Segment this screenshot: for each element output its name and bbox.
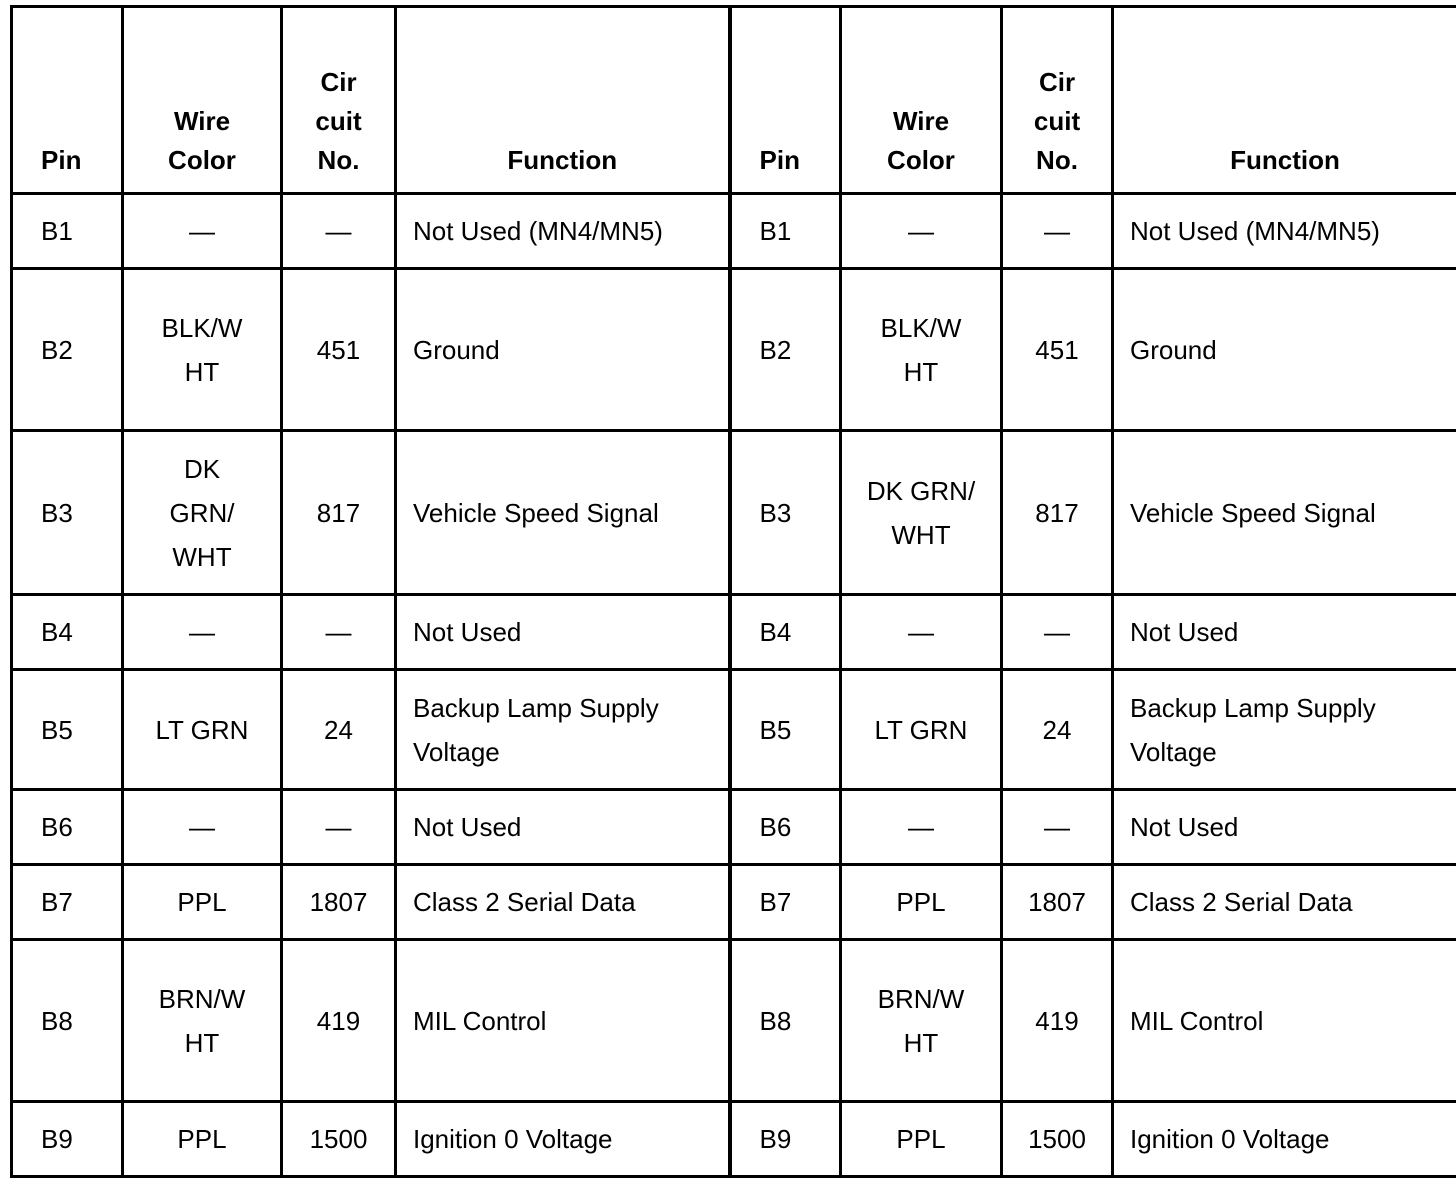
wire-color-cell-left: PPL [123, 865, 282, 940]
pin-cell-left: B3 [12, 431, 123, 595]
circuit-no-cell-left: 1807 [282, 865, 396, 940]
wire-color-cell-right: PPL [841, 865, 1002, 940]
wire-color-cell-right: BLK/W HT [841, 269, 1002, 431]
header-circuit-no-right: Cir cuit No. [1002, 7, 1113, 194]
pin-cell-left: B6 [12, 790, 123, 865]
circuit-no-cell-left: 419 [282, 940, 396, 1102]
pin-cell-left: B5 [12, 670, 123, 790]
wire-color-cell-right: PPL [841, 1102, 1002, 1177]
wire-color-cell-left: BLK/W HT [123, 269, 282, 431]
table-row [12, 865, 1456, 940]
function-cell-left: Ignition 0 Voltage [396, 1102, 730, 1177]
pin-cell-left: B2 [12, 269, 123, 431]
circuit-no-cell-right: 1500 [1002, 1102, 1113, 1177]
wire-color-cell-left: DK GRN/ WHT [123, 431, 282, 595]
circuit-no-cell-right: 419 [1002, 940, 1113, 1102]
circuit-no-cell-right: 817 [1002, 431, 1113, 595]
wire-color-cell-right: — [841, 595, 1002, 670]
pin-cell-right: B1 [730, 194, 841, 269]
pin-cell-right: B2 [730, 269, 841, 431]
header-pin-right: Pin [730, 7, 841, 194]
wire-color-cell-left: — [123, 194, 282, 269]
circuit-no-cell-right: 1807 [1002, 865, 1113, 940]
function-cell-left: Not Used [396, 595, 730, 670]
function-cell-right: Vehicle Speed Signal [1113, 431, 1456, 595]
function-cell-left: MIL Control [396, 940, 730, 1102]
header-function-right: Function [1113, 7, 1456, 194]
circuit-no-cell-right: — [1002, 790, 1113, 865]
header-wire-color-left: Wire Color [123, 7, 282, 194]
wire-color-cell-right: DK GRN/ WHT [841, 431, 1002, 595]
pin-cell-right: B6 [730, 790, 841, 865]
wire-color-cell-right: — [841, 194, 1002, 269]
function-cell-left: Vehicle Speed Signal [396, 431, 730, 595]
header-wire-color-right: Wire Color [841, 7, 1002, 194]
function-cell-right: Ground [1113, 269, 1456, 431]
pin-cell-right: B4 [730, 595, 841, 670]
header-circuit-no-left: Cir cuit No. [282, 7, 396, 194]
pin-cell-left: B1 [12, 194, 123, 269]
function-cell-left: Ground [396, 269, 730, 431]
wire-color-cell-left: — [123, 790, 282, 865]
pin-cell-right: B7 [730, 865, 841, 940]
wire-color-cell-right: — [841, 790, 1002, 865]
circuit-no-cell-left: 1500 [282, 1102, 396, 1177]
function-cell-right: Ignition 0 Voltage [1113, 1102, 1456, 1177]
header-function-left: Function [396, 7, 730, 194]
table-row [12, 940, 1456, 1102]
pin-cell-left: B4 [12, 595, 123, 670]
table-row [12, 269, 1456, 431]
header-pin-left: Pin [12, 7, 123, 194]
function-cell-right: Not Used (MN4/MN5) [1113, 194, 1456, 269]
pin-cell-left: B9 [12, 1102, 123, 1177]
table-row [12, 670, 1456, 790]
function-cell-right: Class 2 Serial Data [1113, 865, 1456, 940]
wire-color-cell-left: LT GRN [123, 670, 282, 790]
pin-cell-right: B9 [730, 1102, 841, 1177]
function-cell-right: Backup Lamp Supply Voltage [1113, 670, 1456, 790]
circuit-no-cell-right: — [1002, 194, 1113, 269]
table-row [12, 1102, 1456, 1177]
pin-cell-left: B8 [12, 940, 123, 1102]
wire-color-cell-left: BRN/W HT [123, 940, 282, 1102]
wire-color-cell-right: LT GRN [841, 670, 1002, 790]
wire-color-cell-left: PPL [123, 1102, 282, 1177]
function-cell-left: Not Used [396, 790, 730, 865]
function-cell-left: Backup Lamp Supply Voltage [396, 670, 730, 790]
circuit-no-cell-left: 24 [282, 670, 396, 790]
table-row [12, 194, 1456, 269]
function-cell-right: Not Used [1113, 595, 1456, 670]
circuit-no-cell-left: 817 [282, 431, 396, 595]
circuit-no-cell-left: — [282, 194, 396, 269]
pin-cell-right: B3 [730, 431, 841, 595]
pinout-rows [12, 194, 1456, 1177]
table-row [12, 595, 1456, 670]
header-row [12, 7, 1456, 194]
function-cell-left: Class 2 Serial Data [396, 865, 730, 940]
circuit-no-cell-left: 451 [282, 269, 396, 431]
function-cell-right: MIL Control [1113, 940, 1456, 1102]
table-row [12, 431, 1456, 595]
wire-color-cell-left: — [123, 595, 282, 670]
circuit-no-cell-left: — [282, 595, 396, 670]
pin-cell-right: B5 [730, 670, 841, 790]
connector-pinout-table [10, 5, 1456, 1178]
circuit-no-cell-right: 24 [1002, 670, 1113, 790]
circuit-no-cell-right: 451 [1002, 269, 1113, 431]
pin-cell-right: B8 [730, 940, 841, 1102]
pin-cell-left: B7 [12, 865, 123, 940]
wire-color-cell-right: BRN/W HT [841, 940, 1002, 1102]
function-cell-right: Not Used [1113, 790, 1456, 865]
function-cell-left: Not Used (MN4/MN5) [396, 194, 730, 269]
circuit-no-cell-left: — [282, 790, 396, 865]
circuit-no-cell-right: — [1002, 595, 1113, 670]
table-row [12, 790, 1456, 865]
